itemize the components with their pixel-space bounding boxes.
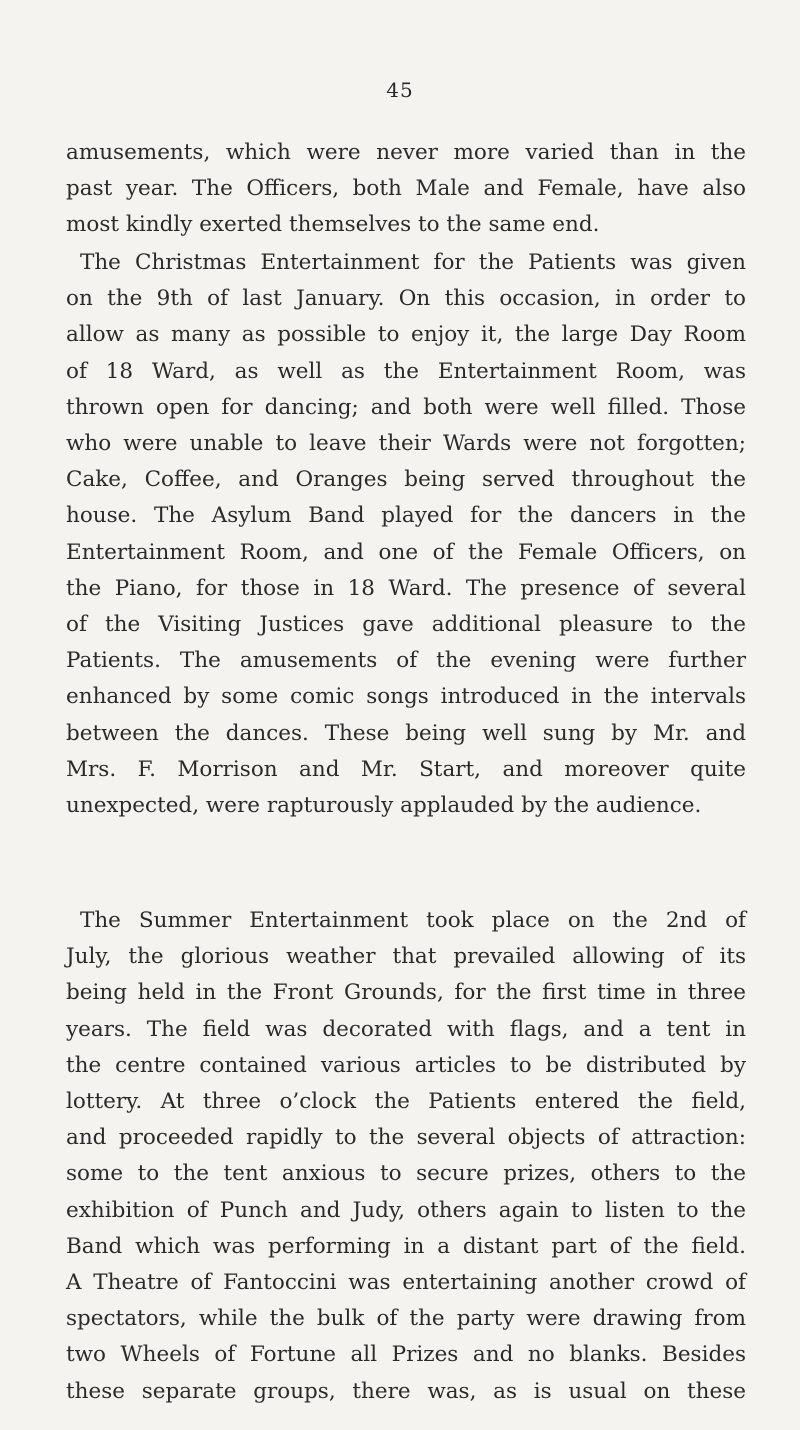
- text-line: The Summer Entertainment took place on the 2nd of: [80, 908, 746, 933]
- text-line: spectators, while the bulk of the party were drawing from: [66, 1306, 746, 1332]
- text-line: who were unable to leave their Wards were not forgotten;: [66, 431, 746, 457]
- text-line: July, the glorious weather that prevailed allowing of its: [66, 944, 746, 970]
- text-line: house. The Asylum Band played for the dancers in the: [66, 503, 746, 529]
- text-line: allow as many as possible to enjoy it, the large Day Room: [66, 322, 746, 348]
- text-line: being held in the Front Grounds, for the first time in three: [66, 980, 746, 1006]
- text-line: thrown open for dancing; and both were well filled. Those: [66, 394, 746, 420]
- text-line: these separate groups, there was, as is usual on these: [66, 1378, 746, 1404]
- text-line: past year. The Officers, both Male and Female, have also: [66, 176, 746, 202]
- text-line: on the 9th of last January. On this occasion, in order to: [66, 286, 746, 312]
- text-line: two Wheels of Fortune all Prizes and no blanks. Besides: [66, 1342, 746, 1368]
- text-line: and proceeded rapidly to the several objects of attraction:: [66, 1125, 746, 1151]
- text-line: Cake, Coffee, and Oranges being served throughout the: [66, 467, 746, 493]
- text-line: of the Visiting Justices gave additional pleasure to the: [66, 612, 746, 638]
- text-line: between the dances. These being well sung by Mr. and: [66, 720, 746, 746]
- text-line: Band which was performing in a distant part of the field.: [66, 1233, 746, 1259]
- text-line: years. The field was decorated with flags, and a tent in: [66, 1016, 746, 1042]
- text-line: Patients. The amusements of the evening were further: [66, 648, 746, 674]
- paragraph-3: [66, 903, 746, 1410]
- text-line: the centre contained various articles to be distributed by: [66, 1052, 746, 1078]
- page-number: 45: [386, 78, 414, 102]
- text-line: unexpected, were rapturously applauded by the audience.: [66, 793, 702, 819]
- paragraph-2: [66, 245, 746, 824]
- text-line: lottery. At three o’clock the Patients entered the field,: [66, 1089, 746, 1115]
- text-line: exhibition of Punch and Judy, others again to listen to the: [66, 1197, 746, 1223]
- text-line: Mrs. F. Morrison and Mr. Start, and moreover quite: [66, 756, 746, 782]
- text-line: the Piano, for those in 18 Ward. The presence of several: [66, 575, 746, 601]
- text-line: enhanced by some comic songs introduced in the intervals: [66, 684, 746, 710]
- text-line: some to the tent anxious to secure prizes, others to the: [66, 1161, 746, 1187]
- text-line: The Christmas Entertainment for the Patients was given: [80, 250, 746, 275]
- text-line: most kindly exerted themselves to the same end.: [66, 212, 600, 238]
- text-line: A Theatre of Fantoccini was entertaining another crowd of: [66, 1270, 746, 1296]
- paragraph-1: [66, 135, 746, 244]
- text-line: Entertainment Room, and one of the Female Officers, on: [66, 539, 746, 565]
- text-line: of 18 Ward, as well as the Entertainment Room, was: [66, 358, 746, 384]
- text-line: amusements, which were never more varied than in the: [66, 140, 746, 165]
